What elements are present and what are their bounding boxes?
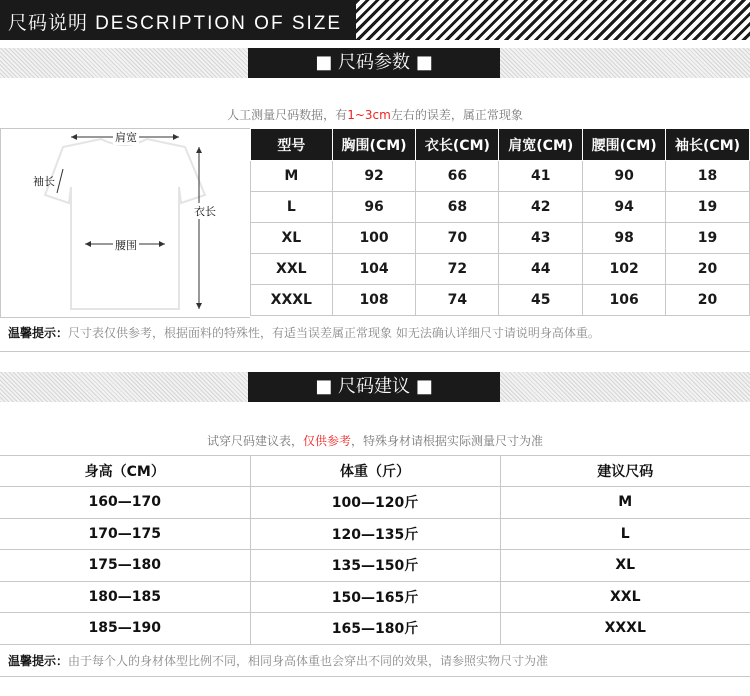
page-title-en: DESCRIPTION OF SIZE xyxy=(95,13,343,34)
tip-text: 尺寸表仅供参考，根据面料的特殊性，有适当误差属正常现象 如无法确认详细尺寸请说明身高体重。 xyxy=(68,326,600,340)
table-cell: 106 xyxy=(583,285,666,316)
section-banner-params xyxy=(0,48,750,78)
tip-text: 由于每个人的身材体型比例不同，相同身高体重也会穿出不同的效果，请参照实物尺寸为准 xyxy=(68,654,549,668)
table-row xyxy=(251,161,750,192)
table-cell: XL xyxy=(251,223,333,254)
label-sleeve: 袖长 xyxy=(33,175,55,188)
column-header: 袖长(CM) xyxy=(666,129,750,161)
table-cell: 19 xyxy=(666,223,750,254)
table-cell: XXXL xyxy=(251,285,333,316)
page-title-cn: 尺码说明 xyxy=(8,12,89,34)
column-header: 建议尺码 xyxy=(500,456,750,487)
table-cell: 44 xyxy=(499,254,583,285)
table-cell: M xyxy=(500,487,750,519)
table-row xyxy=(0,613,750,645)
table-cell: 41 xyxy=(499,161,583,192)
column-header: 型号 xyxy=(251,129,333,161)
table-cell: 20 xyxy=(666,254,750,285)
table-cell: 43 xyxy=(499,223,583,254)
table-cell: M xyxy=(251,161,333,192)
table-cell: 100 xyxy=(332,223,416,254)
table-cell: XL xyxy=(500,550,750,582)
table-cell: 170—175 xyxy=(0,518,250,550)
section-title-advice: ■ 尺码建议 ■ xyxy=(248,372,500,402)
table-cell: 180—185 xyxy=(0,581,250,613)
table-row xyxy=(251,192,750,223)
params-caption-text-end: 左右的误差，属正常现象 xyxy=(390,108,523,122)
column-header: 衣长(CM) xyxy=(416,129,499,161)
table-cell: 18 xyxy=(666,161,750,192)
table-cell: 42 xyxy=(499,192,583,223)
table-cell: L xyxy=(500,518,750,550)
advice-caption-text-end: ，特殊身材请根据实际测量尺寸为准 xyxy=(351,434,544,448)
table-cell: 120—135斤 xyxy=(250,518,500,550)
page-title xyxy=(8,8,342,35)
table-cell: 135—150斤 xyxy=(250,550,500,582)
table-cell: 74 xyxy=(416,285,499,316)
table-cell: XXL xyxy=(251,254,333,285)
table-header-row xyxy=(251,129,750,161)
section-title-params: ■ 尺码参数 ■ xyxy=(248,48,500,78)
advice-caption xyxy=(0,432,750,449)
table-cell: 185—190 xyxy=(0,613,250,645)
table-cell: 102 xyxy=(583,254,666,285)
table-cell: 19 xyxy=(666,192,750,223)
column-header: 肩宽(CM) xyxy=(499,129,583,161)
table-cell: 90 xyxy=(583,161,666,192)
table-cell: 66 xyxy=(416,161,499,192)
table-cell: 20 xyxy=(666,285,750,316)
table-row xyxy=(0,518,750,550)
advice-caption-text: 试穿尺码建议表， xyxy=(206,434,303,448)
table-header-row xyxy=(0,456,750,487)
table-row xyxy=(0,550,750,582)
table-cell: 96 xyxy=(332,192,416,223)
table-cell: 108 xyxy=(332,285,416,316)
params-tip xyxy=(0,318,750,352)
table-cell: 150—165斤 xyxy=(250,581,500,613)
section-banner-advice xyxy=(0,372,750,402)
table-cell: 72 xyxy=(416,254,499,285)
column-header: 腰围(CM) xyxy=(583,129,666,161)
label-length: 衣长 xyxy=(194,205,216,218)
label-waist: 腰围 xyxy=(115,239,137,252)
size-advice-table xyxy=(0,455,750,645)
table-cell: XXXL xyxy=(500,613,750,645)
params-caption-highlight: 1~3cm xyxy=(347,108,391,122)
table-cell: 160—170 xyxy=(0,487,250,519)
tshirt-figure xyxy=(0,128,250,318)
table-row xyxy=(251,285,750,316)
tip-label: 温馨提示： xyxy=(8,326,69,340)
table-row xyxy=(0,487,750,519)
table-cell: 104 xyxy=(332,254,416,285)
size-parameter-table xyxy=(250,128,750,316)
advice-caption-highlight: 仅供参考 xyxy=(302,434,351,448)
table-cell: 165—180斤 xyxy=(250,613,500,645)
table-cell: 92 xyxy=(332,161,416,192)
table-row xyxy=(0,581,750,613)
table-cell: 94 xyxy=(583,192,666,223)
params-caption xyxy=(0,106,750,123)
label-shoulder: 肩宽 xyxy=(115,131,137,144)
params-caption-text: 人工测量尺码数据，有 xyxy=(227,108,348,122)
table-row xyxy=(251,223,750,254)
column-header: 胸围(CM) xyxy=(332,129,416,161)
page-header xyxy=(0,0,750,40)
column-header: 体重（斤） xyxy=(250,456,500,487)
table-cell: 100—120斤 xyxy=(250,487,500,519)
table-cell: L xyxy=(251,192,333,223)
table-cell: XXL xyxy=(500,581,750,613)
column-header: 身高（CM） xyxy=(0,456,250,487)
table-cell: 175—180 xyxy=(0,550,250,582)
table-cell: 45 xyxy=(499,285,583,316)
advice-tip xyxy=(0,647,750,677)
table-row xyxy=(251,254,750,285)
table-cell: 70 xyxy=(416,223,499,254)
tshirt-illustration xyxy=(1,129,251,319)
table-cell: 68 xyxy=(416,192,499,223)
tip-label: 温馨提示： xyxy=(8,654,69,668)
header-stripes xyxy=(336,0,750,40)
table-cell: 98 xyxy=(583,223,666,254)
